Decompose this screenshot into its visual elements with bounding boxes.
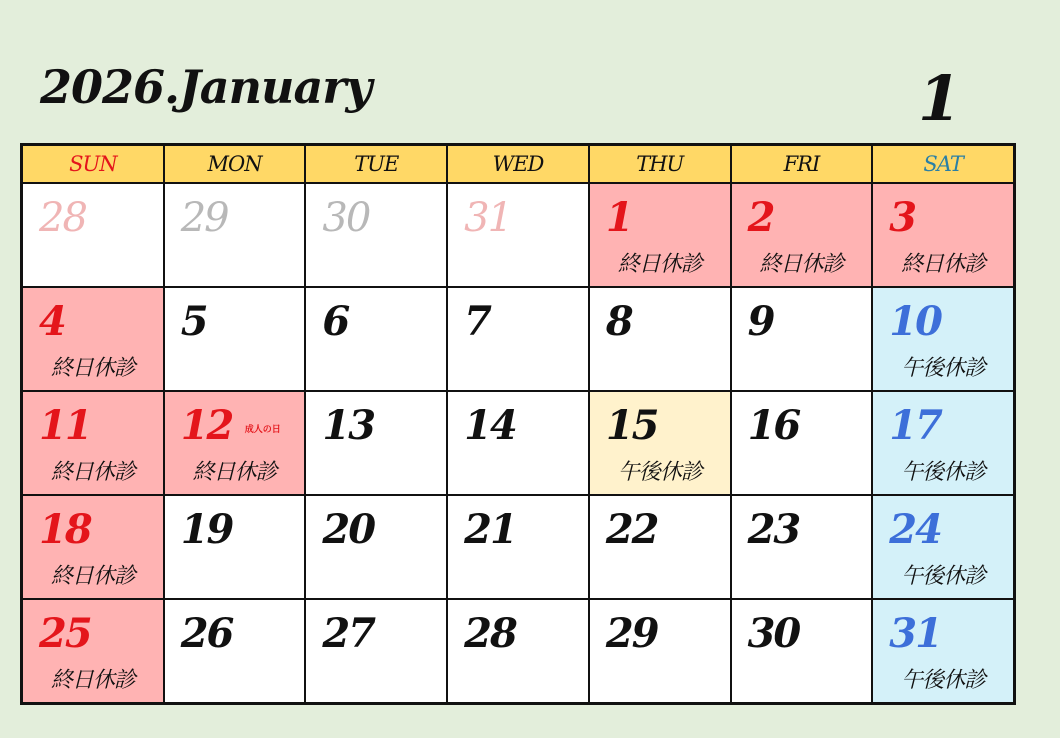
day-cell[interactable] [448,496,588,598]
day-cell[interactable] [873,184,1013,286]
closure-note: 終日休診 [617,252,702,277]
closure-note: 終日休診 [759,252,844,277]
day-number: 5 [180,298,207,345]
closure-note: 終日休診 [50,460,135,485]
day-cell[interactable] [590,600,730,702]
day-cell[interactable] [165,184,305,286]
day-cell[interactable] [448,392,588,494]
day-number: 16 [747,402,800,449]
day-number: 19 [180,506,233,553]
closure-note: 終日休診 [901,252,986,277]
day-cell[interactable] [873,600,1013,702]
day-number: 30 [322,195,370,241]
day-number: 14 [464,402,516,449]
day-number: 23 [747,506,800,553]
day-cell[interactable] [23,288,163,390]
day-cell[interactable] [23,184,163,286]
day-number: 4 [39,298,65,345]
day-number: 2 [747,194,774,241]
day-number: 10 [889,298,941,345]
day-cell[interactable] [165,392,305,494]
day-cell[interactable] [165,288,305,390]
day-number: 7 [464,298,490,345]
closure-note: 終日休診 [50,564,135,589]
day-cell[interactable] [23,600,163,702]
closure-note: 終日休診 [50,356,135,381]
day-cell[interactable] [448,288,588,390]
holiday-label: 成人の日 [244,425,281,435]
day-cell[interactable] [306,600,446,702]
day-number: 29 [180,195,228,241]
day-cell[interactable] [732,288,872,390]
weekday-header-mon: MON [165,146,305,182]
day-number: 6 [322,298,349,345]
day-number: 30 [747,610,800,657]
day-cell[interactable] [448,600,588,702]
day-number: 1 [605,194,632,241]
day-number: 20 [322,506,375,553]
day-number: 31 [889,610,941,657]
closure-note: 午後休診 [617,460,702,485]
weekday-header-sat: SAT [873,146,1013,182]
closure-note: 午後休診 [901,460,986,485]
closure-note: 終日休診 [192,460,277,485]
day-number: 24 [889,506,941,553]
day-cell[interactable] [590,496,730,598]
closure-note: 午後休診 [901,356,986,381]
day-number: 29 [605,610,658,657]
day-number: 12 [180,402,233,449]
day-cell[interactable] [590,392,730,494]
day-number: 15 [605,402,658,449]
day-number: 28 [39,195,86,241]
day-number: 28 [464,610,516,657]
weekday-header-sun: SUN [23,146,163,182]
day-cell[interactable] [448,184,588,286]
closure-note: 終日休診 [50,668,135,693]
day-cell[interactable] [732,600,872,702]
calendar-title: 2026.January [40,60,372,114]
day-cell[interactable] [873,392,1013,494]
day-number: 21 [464,506,516,553]
day-number: 22 [605,506,658,553]
day-number: 13 [322,402,375,449]
day-cell[interactable] [732,496,872,598]
day-cell[interactable] [23,496,163,598]
day-number: 31 [464,195,512,241]
day-cell[interactable] [590,288,730,390]
day-cell[interactable] [165,496,305,598]
day-cell[interactable] [306,392,446,494]
day-number: 25 [39,610,91,657]
day-cell[interactable] [732,392,872,494]
day-cell[interactable] [306,184,446,286]
day-number: 3 [889,194,916,241]
closure-note: 午後休診 [901,668,986,693]
weekday-header-wed: WED [448,146,588,182]
day-number: 8 [605,298,632,345]
weekday-header-thu: THU [590,146,730,182]
day-number: 26 [180,610,233,657]
day-number: 9 [747,298,774,345]
day-number: 27 [322,610,375,657]
day-cell[interactable] [23,392,163,494]
day-number: 11 [39,402,91,449]
day-cell[interactable] [306,496,446,598]
month-number: 1 [918,62,962,135]
calendar-grid [20,143,1016,705]
weekday-header-fri: FRI [732,146,872,182]
day-number: 17 [889,402,941,449]
day-cell[interactable] [306,288,446,390]
day-cell[interactable] [590,184,730,286]
day-cell[interactable] [732,184,872,286]
day-cell[interactable] [165,600,305,702]
closure-note: 午後休診 [901,564,986,589]
day-cell[interactable] [873,288,1013,390]
weekday-header-tue: TUE [306,146,446,182]
day-cell[interactable] [873,496,1013,598]
day-number: 18 [39,506,91,553]
